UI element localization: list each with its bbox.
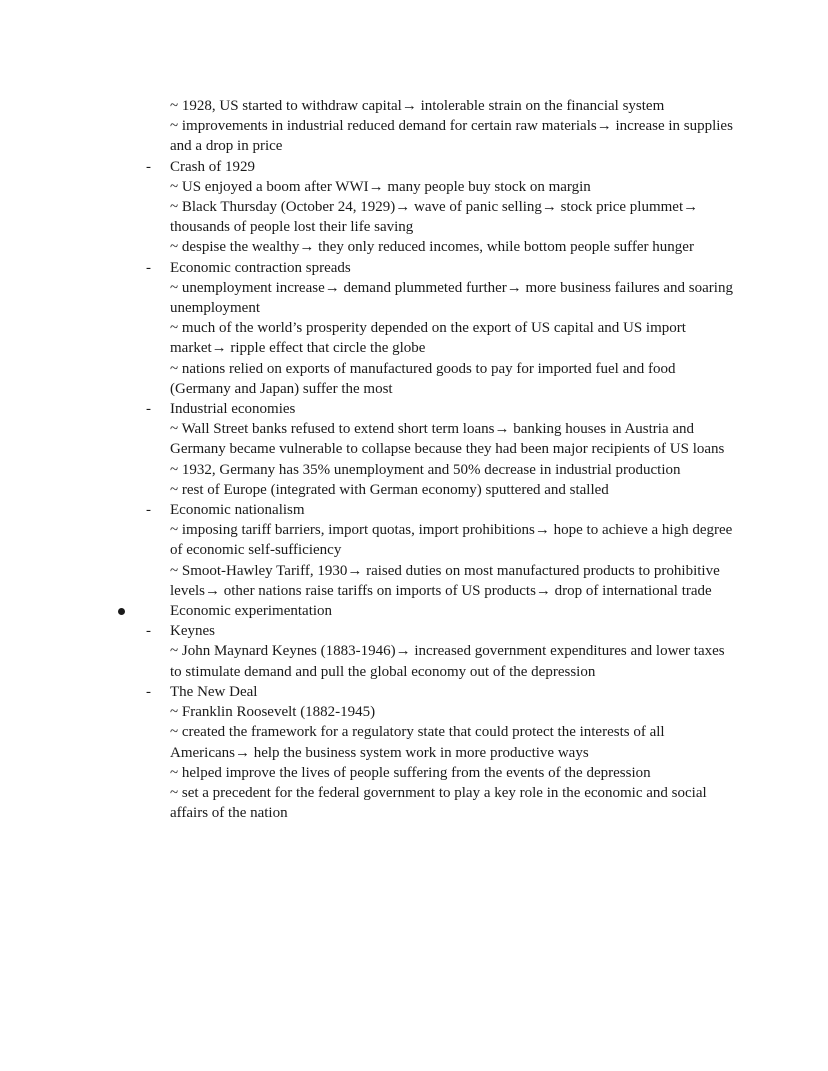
note-line: ~ John Maynard Keynes (1883-1946)→ increased government expenditures and lower taxes to stimulate demand and pull the global economy out of the depression: [170, 643, 725, 680]
dash-marker: -: [146, 502, 151, 519]
section-industrial-economies: [146, 399, 738, 500]
section-crash-of-1929: [146, 157, 738, 258]
section-heading: Economic contraction spreads: [170, 259, 351, 276]
note-line: ~ imposing tariff barriers, import quotas, import prohibitions→ hope to achieve a high degree of economic self-sufficiency: [170, 522, 733, 559]
note-line: ~ 1932, Germany has 35% unemployment and 50% decrease in industrial production: [170, 461, 681, 478]
dash-marker: -: [146, 401, 151, 418]
note-line: ~ rest of Europe (integrated with German economy) sputtered and stalled: [170, 481, 609, 498]
note-line: ~ nations relied on exports of manufactured goods to pay for imported fuel and food (Germany and Japan) suffer the most: [170, 360, 676, 397]
section-economic-contraction: [146, 258, 738, 399]
note-line: ~ helped improve the lives of people suffering from the events of the depression: [170, 764, 651, 781]
section-new-deal: [146, 682, 738, 823]
section-keynes: [146, 621, 738, 682]
bullet-economic-experimentation: [170, 601, 738, 621]
note-line: ~ Black Thursday (October 24, 1929)→ wave of panic selling→ stock price plummet→ thousands of people lost their life saving: [170, 199, 699, 236]
section-heading: Crash of 1929: [170, 158, 255, 175]
note-line: ~ Franklin Roosevelt (1882-1945): [170, 704, 376, 721]
dash-marker: -: [146, 259, 151, 276]
note-line: ~ improvements in industrial reduced demand for certain raw materials→ increase in supplies and a drop in price: [170, 118, 733, 155]
note-line: ~ Smoot-Hawley Tariff, 1930→ raised duties on most manufactured products to prohibitive levels→ other nations raise tariffs on imports of US products→ drop of international trade: [170, 562, 720, 599]
bullet-dot-icon: [118, 608, 125, 615]
dash-marker: -: [146, 158, 151, 175]
notes-content: [146, 96, 738, 823]
note-line: ~ Wall Street banks refused to extend short term loans→ banking houses in Austria and Germany became vulnerable to collapse because they had been major recipients of US loans: [170, 421, 725, 458]
dash-marker: -: [146, 623, 151, 640]
note-line: ~ 1928, US started to withdraw capital→ intolerable strain on the financial system: [170, 98, 665, 114]
note-line: ~ set a precedent for the federal government to play a key role in the economic and social affairs of the nation: [170, 784, 707, 822]
dash-marker: -: [146, 683, 151, 700]
note-line: ~ created the framework for a regulatory state that could protect the interests of all Americans→ help the business system work in more productive ways: [170, 724, 665, 761]
section-heading: Economic nationalism: [170, 502, 305, 519]
note-line: ~ unemployment increase→ demand plummeted further→ more business failures and soaring unemployment: [170, 279, 733, 317]
bullet-heading: Economic experimentation: [170, 603, 333, 620]
note-line: ~ US enjoyed a boom after WWI→ many people buy stock on margin: [170, 178, 591, 195]
section-heading: The New Deal: [170, 683, 258, 700]
section-heading: Industrial economies: [170, 401, 296, 418]
note-line: ~ despise the wealthy→ they only reduced incomes, while bottom people suffer hunger: [170, 239, 694, 256]
section-economic-nationalism: [146, 500, 738, 601]
note-line: ~ much of the world’s prosperity depended on the export of US capital and US import market→ ripple effect that circle the globe: [170, 320, 686, 357]
section-heading: Keynes: [170, 623, 215, 640]
